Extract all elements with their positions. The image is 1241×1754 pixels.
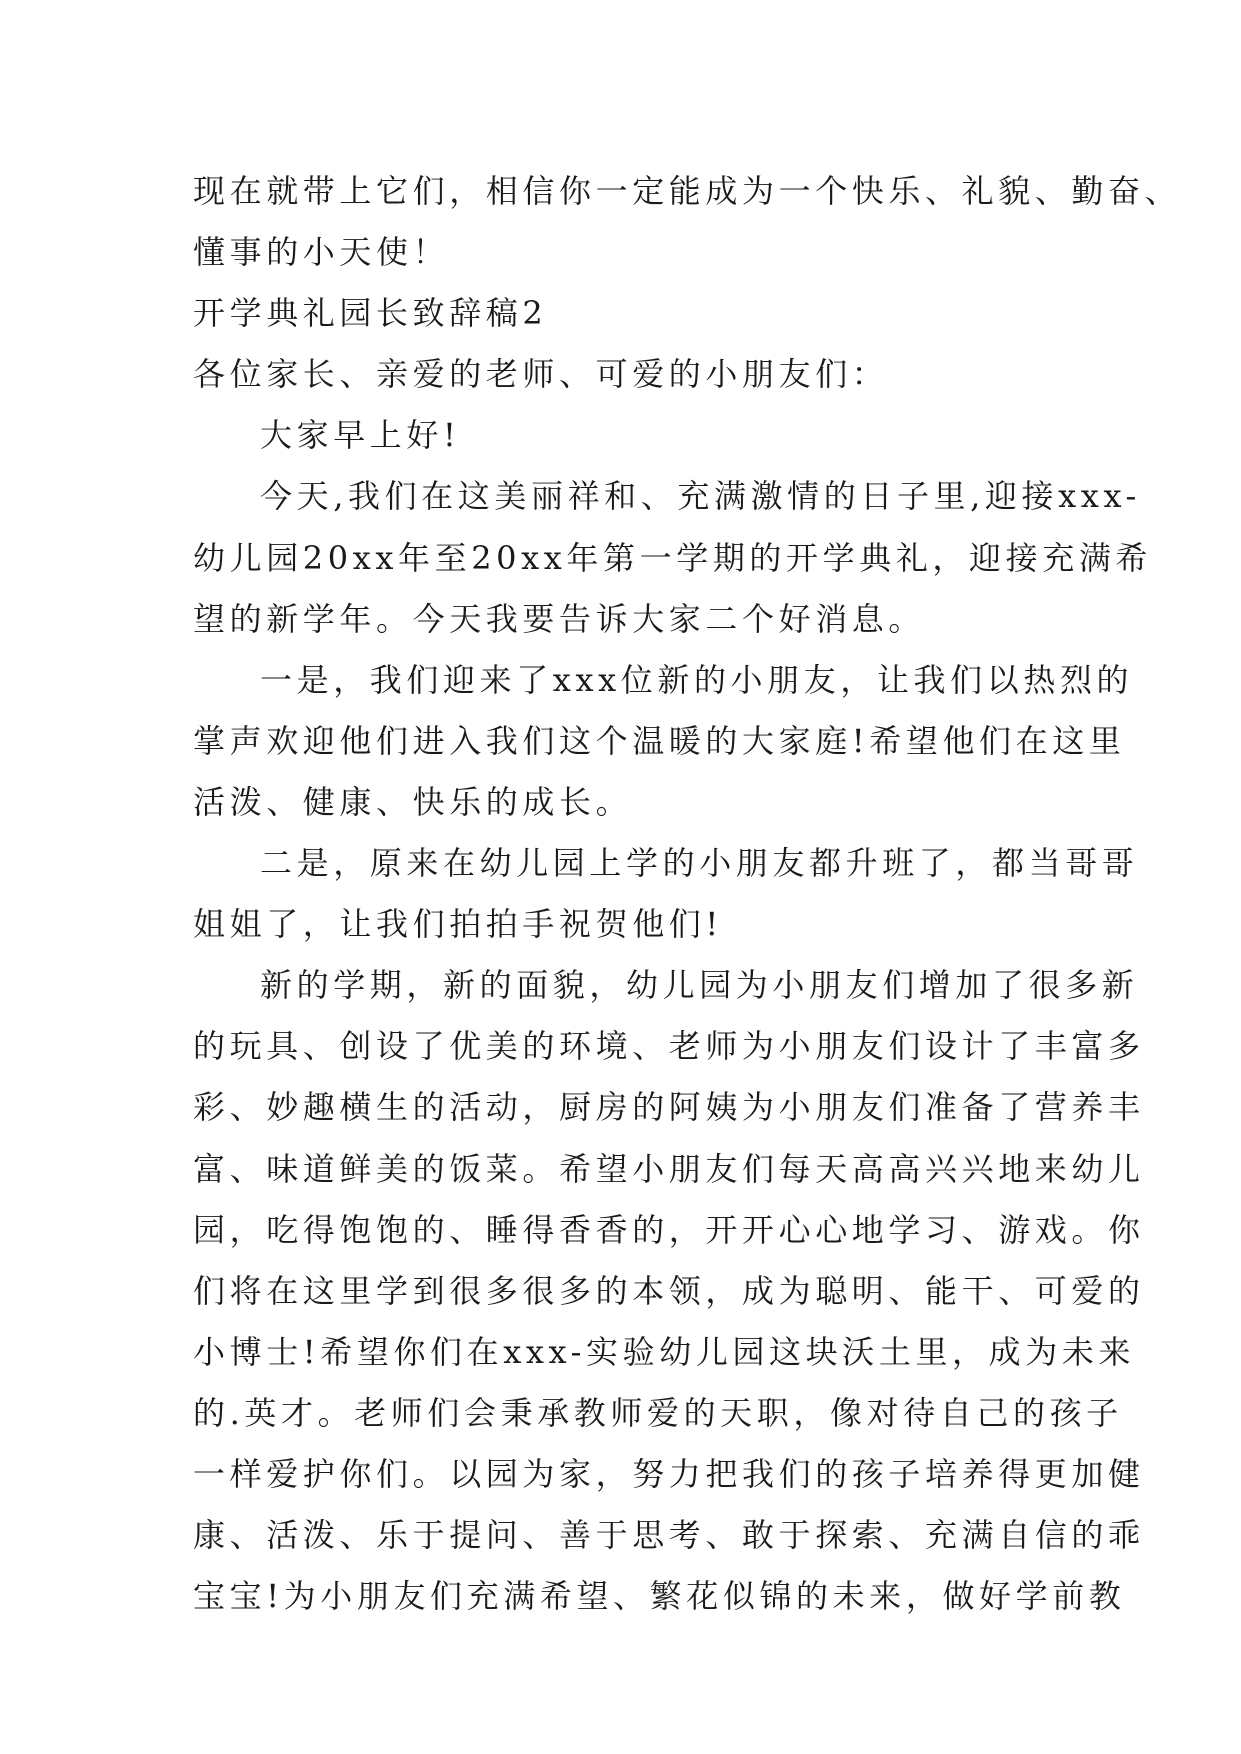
text-line: 掌声欢迎他们进入我们这个温暖的大家庭!希望他们在这里: [193, 721, 1126, 760]
document-body: [193, 161, 1182, 1627]
text-line: 的玩具、创设了优美的环境、老师为小朋友们设计了丰富多: [193, 1027, 1145, 1066]
text-line: 二是，原来在幼儿园上学的小朋友都升班了，都当哥哥: [260, 844, 1139, 883]
text-line: 一样爱护你们。以园为家，努力把我们的孩子培养得更加健: [193, 1454, 1145, 1493]
text-line: 富、味道鲜美的饭菜。希望小朋友们每天高高兴兴地来幼儿: [193, 1149, 1145, 1188]
text-line: 们将在这里学到很多很多的本领，成为聪明、能干、可爱的: [193, 1271, 1145, 1310]
text-line: 康、活泼、乐于提问、善于思考、敢于探索、充满自信的乖: [193, 1516, 1145, 1555]
text-line: 姐姐了，让我们拍拍手祝贺他们!: [193, 905, 723, 944]
text-line: 新的学期，新的面貌，幼儿园为小朋友们增加了很多新: [260, 966, 1139, 1005]
text-line: 小博士!希望你们在xxx-实验幼儿园这块沃土里，成为未来: [193, 1332, 1136, 1371]
text-line: 园，吃得饱饱的、睡得香香的，开开心心地学习、游戏。你: [193, 1210, 1145, 1249]
text-line: 今天,我们在这美丽祥和、充满激情的日子里,迎接xxx-: [260, 477, 1141, 516]
text-line: 懂事的小天使！: [193, 233, 450, 272]
text-line: 活泼、健康、快乐的成长。: [193, 782, 633, 821]
text-line: 幼儿园20xx年至20xx年第一学期的开学典礼，迎接充满希: [193, 538, 1153, 577]
salutation: 各位家长、亲爱的老师、可爱的小朋友们：: [193, 355, 889, 394]
text-line: 现在就带上它们，相信你一定能成为一个快乐、礼貌、勤奋、: [193, 172, 1182, 210]
text-line: 的.英才。老师们会秉承教师爱的天职，像对待自己的孩子: [193, 1393, 1123, 1432]
greeting: 大家早上好!: [260, 416, 461, 455]
text-line: 望的新学年。今天我要告诉大家二个好消息。: [193, 599, 926, 638]
section-title: 开学典礼园长致辞稿2: [193, 294, 548, 333]
text-line: 彩、妙趣横生的活动，厨房的阿姨为小朋友们准备了营养丰: [193, 1088, 1145, 1127]
text-line: 宝宝!为小朋友们充满希望、繁花似锦的未来，做好学前教: [193, 1577, 1126, 1616]
text-line: 一是，我们迎来了xxx位新的小朋友，让我们以热烈的: [260, 660, 1134, 699]
